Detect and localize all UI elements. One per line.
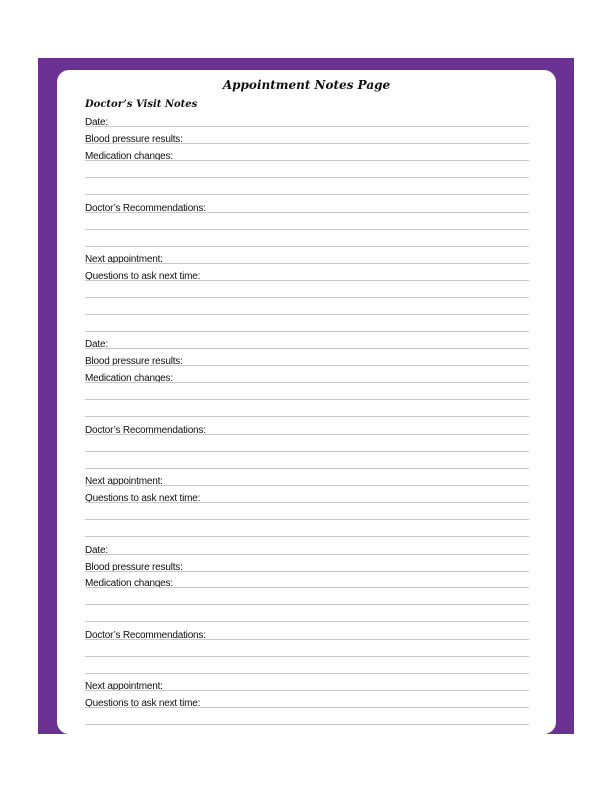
- medication-line[interactable]: [85, 382, 529, 383]
- recommendations-line[interactable]: [85, 673, 529, 674]
- blood-pressure-line[interactable]: [85, 365, 529, 366]
- page-title: Appointment Notes Page: [222, 78, 391, 92]
- date-label: Date:: [85, 545, 108, 556]
- next-appointment-line[interactable]: [85, 690, 529, 691]
- medication-line[interactable]: [85, 399, 529, 400]
- date-line[interactable]: [85, 554, 529, 555]
- recommendations-line[interactable]: [85, 434, 529, 435]
- recommendations-label: Doctor’s Recommendations:: [85, 203, 206, 214]
- recommendations-line[interactable]: [85, 229, 529, 230]
- questions-line[interactable]: [85, 297, 529, 298]
- medication-line[interactable]: [85, 416, 529, 417]
- recommendations-line[interactable]: [85, 212, 529, 213]
- recommendations-line[interactable]: [85, 639, 529, 640]
- medication-label: Medication changes:: [85, 151, 173, 162]
- medication-line[interactable]: [85, 604, 529, 605]
- questions-line[interactable]: [85, 314, 529, 315]
- questions-line[interactable]: [85, 536, 529, 537]
- next-appointment-label: Next appointment:: [85, 681, 163, 692]
- date-line[interactable]: [85, 126, 529, 127]
- questions-line[interactable]: [85, 724, 529, 725]
- medication-line[interactable]: [85, 160, 529, 161]
- questions-line[interactable]: [85, 519, 529, 520]
- recommendations-label: Doctor’s Recommendations:: [85, 630, 206, 641]
- blood-pressure-label: Blood pressure results:: [85, 356, 183, 367]
- questions-label: Questions to ask next time:: [85, 271, 201, 282]
- questions-label: Questions to ask next time:: [85, 493, 201, 504]
- medication-label: Medication changes:: [85, 578, 173, 589]
- blood-pressure-line[interactable]: [85, 143, 529, 144]
- medication-line[interactable]: [85, 177, 529, 178]
- recommendations-line[interactable]: [85, 451, 529, 452]
- medication-line[interactable]: [85, 621, 529, 622]
- medication-line[interactable]: [85, 194, 529, 195]
- questions-line[interactable]: [85, 707, 529, 708]
- date-label: Date:: [85, 339, 108, 350]
- medication-line[interactable]: [85, 587, 529, 588]
- questions-line[interactable]: [85, 502, 529, 503]
- blood-pressure-line[interactable]: [85, 571, 529, 572]
- next-appointment-label: Next appointment:: [85, 476, 163, 487]
- next-appointment-line[interactable]: [85, 485, 529, 486]
- date-label: Date:: [85, 117, 108, 128]
- blood-pressure-label: Blood pressure results:: [85, 134, 183, 145]
- next-appointment-line[interactable]: [85, 263, 529, 264]
- questions-line[interactable]: [85, 331, 529, 332]
- recommendations-line[interactable]: [85, 246, 529, 247]
- recommendations-label: Doctor’s Recommendations:: [85, 425, 206, 436]
- questions-line[interactable]: [85, 280, 529, 281]
- medication-label: Medication changes:: [85, 373, 173, 384]
- blood-pressure-label: Blood pressure results:: [85, 562, 183, 573]
- date-line[interactable]: [85, 348, 529, 349]
- recommendations-line[interactable]: [85, 468, 529, 469]
- section-title: Doctor’s Visit Notes: [85, 99, 198, 110]
- questions-label: Questions to ask next time:: [85, 698, 201, 709]
- next-appointment-label: Next appointment:: [85, 254, 163, 265]
- recommendations-line[interactable]: [85, 656, 529, 657]
